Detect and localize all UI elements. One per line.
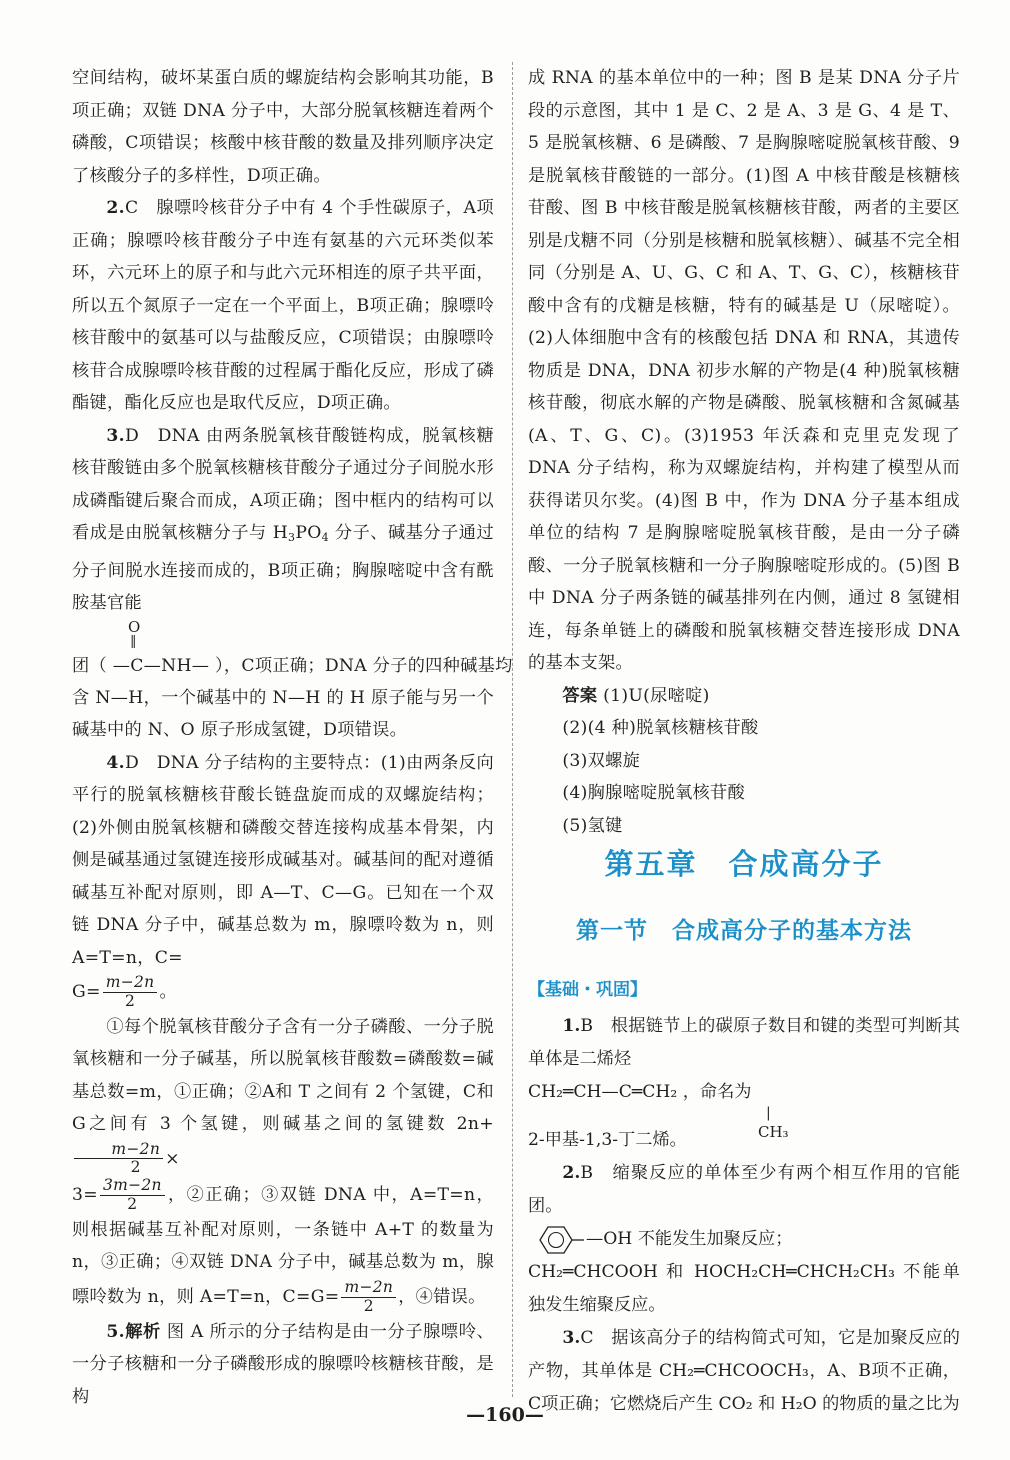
formula-text: ，命名为 (682, 1082, 752, 1102)
fraction-numerator: 3m−2n (100, 1177, 165, 1196)
equation-line (72, 974, 494, 1011)
question-text: B 缩聚反应的单体至少有两个相互作用的官能团。 (528, 1163, 960, 1216)
question-3 (72, 420, 494, 620)
fraction (103, 974, 158, 1011)
paragraph: CH₂═CHCOOH 和 HOCH₂CH═CHCH₂CH₃ 不能单独发生缩聚反应。 (528, 1262, 960, 1315)
question-text: C 腺嘌呤核苷分子中有 4 个手性碳原子，A项正确；腺嘌呤核苷酸分子中连有氨基的六元环类似苯环，六元环上的原子和与此六元环相连的原子共平面，所以五个氮原子一定在一个平面上，B项正确；腺嘌呤核苷酸中的氨基可以与盐酸反应，C项错误；由腺嘌呤核苷合成腺嘌呤核苷酸的过程属于酯化反应，形成了磷酯键，酯化反应也是取代反应，D项正确。 (72, 198, 494, 413)
fraction-denominator: 2 (125, 991, 136, 1010)
question-2 (528, 1157, 960, 1223)
subscript: 3 (288, 531, 296, 544)
formula-text: —OH 不能发生加聚反应； (586, 1229, 793, 1249)
phenol-line (528, 1223, 960, 1256)
benzene-ring-icon (528, 1225, 586, 1255)
paragraph-text: ①每个脱氧核苷酸分子含有一分子磷酸、一分子脱氧核糖和一分子碱基，所以脱氧核苷酸数=磷酸数=碱基总数=m，①正确；②A和 T 之间有 2 个氢键，C和 G之间有 3 个氢键，则碱基之间的氢键数 2n+ (72, 1016, 494, 1135)
question-number: 2. (562, 1163, 581, 1183)
paragraph: 成 RNA 的基本单位中的一种；图 B 是某 DNA 分子片段的示意图，其中 1 是 C、2 是 A、3 是 G、4 是 T、5 是脱氧核糖、6 是磷酸、7 是胸腺嘧啶脱氧核苷酸、9 是脱氧核苷酸链的一部分。(1)图 A 中核苷酸是核糖核苷酸、图 B 中核苷酸是脱氧核糖核苷酸，两者的主要区别是戊糖不同（分别是核糖和脱氧核糖）、碱基不完全相同（分别是 A、U、G、C 和 A、T、G、C），核糖核苷酸中含有的戊糖是核糖，特有的碱基是 U（尿嘧啶）。(2)人体细胞中含有的核酸包括 DNA 和 RNA，其遗传物质是 DNA，DNA 初步水解的产物是(4 种)脱氧核糖核苷酸，彻底水解的产物是磷酸、脱氧核糖和含氮碱基(A、T、G、C)。(3)1953 年沃森和克里克发现了 DNA 分子结构，称为双螺旋结构，并构建了模型从而获得诺贝尔奖。(4)图 B 中，作为 DNA 分子基本组成单位的结构 7 是胸腺嘧啶脱氧核苷酸，是由一分子磷酸、一分子脱氧核糖和一分子胸腺嘧啶形成的。(5)图 B 中 DNA 分子两条链的碱基排列在内侧，通过 8 氢键相连，每条单链上的磷酸和脱氧核糖交替连接形成 DNA 的基本支架。 (528, 68, 960, 673)
question-text: D DNA 由两条脱氧核苷酸链构成，脱氧核糖核苷酸链由多个脱氧核糖核苷酸分子通过分子间脱水形成磷酯键后聚合而成，A项正确；图中框内的结构可以看成是由脱氧核糖分子与 H (72, 425, 494, 543)
analysis-label: 解析 (124, 1321, 161, 1342)
equation-text: 。 (159, 981, 177, 1002)
paragraph-text: ，②正确；③双链 DNA 中，A=T=n，则根据碱基互补配对原则，一条链中 A+T 的数量为 n，③正确；④双链 DNA 分子中，碱基总数为 m，腺嘌呤数为 n，则 A=T=n，C=G= (72, 1185, 494, 1307)
question-text: C 据该高分子的结构简式可知，它是加聚反应的产物，其单体是 CH₂═CHCOOCH₃，A、B项不正确，C项正确；它燃烧后产生 CO₂ 和 H₂O 的物质的量之比为 (528, 1328, 960, 1414)
fraction (100, 1177, 165, 1214)
page-number: —160— (466, 1404, 544, 1426)
subscript: 4 (321, 531, 329, 544)
question-text: B 根据链节上的碳原子数目和键的类型可判断其单体是二烯烃 (528, 1016, 960, 1069)
question-number: 4. (106, 752, 125, 773)
fraction (74, 1141, 163, 1178)
paragraph-text: ，④错误。 (398, 1286, 486, 1307)
amide-structure (72, 617, 513, 682)
branch-bond: | (766, 1105, 771, 1121)
answer-line: (4)胸腺嘧啶脱氧核苷酸 (562, 783, 746, 803)
fraction-numerator: m−2n (74, 1141, 163, 1160)
right-column (528, 62, 960, 842)
double-bond: ‖ (130, 633, 137, 649)
question-2 (72, 192, 494, 420)
question-number: 2. (106, 198, 125, 218)
fraction-numerator: m−2n (341, 1279, 396, 1298)
paragraph: 含 N—H，一个碱基中的 N—H 的 H 原子能与另一个碱基中的 N、O 原子形成氢键，D项错误。 (72, 687, 494, 740)
fraction-denominator: 2 (363, 1296, 374, 1315)
paragraph (72, 1177, 494, 1315)
equation-text: G= (72, 981, 101, 1002)
answer-line (528, 680, 960, 713)
answer-line: (3)双螺旋 (562, 750, 641, 771)
formula-text: CH₂═CH—C═CH₂ (528, 1082, 678, 1102)
methyl-group: CH₃ (758, 1123, 789, 1141)
section-tag: 【基础・巩固】 (528, 980, 647, 1000)
question-number: 1. (562, 1016, 581, 1036)
question-4 (72, 747, 494, 975)
section-title: 第一节 合成高分子的基本方法 (576, 918, 912, 944)
right-column-lower (528, 1010, 960, 1421)
times-sign: × (165, 1148, 180, 1169)
question-text: 图 A 所示的分子结构是由一分子腺嘌呤、一分子核糖和一分子磷酸形成的腺嘌呤核糖核苷酸，是构 (72, 1321, 494, 1407)
question-number: 3. (562, 1328, 581, 1348)
question-number: 5. (106, 1321, 125, 1342)
structure-line (528, 1076, 751, 1109)
column-divider (512, 62, 513, 1397)
fraction-denominator: 2 (130, 1158, 141, 1177)
paragraph-text: 3= (72, 1185, 98, 1206)
fraction-denominator: 2 (127, 1195, 138, 1214)
paragraph: 空间结构，破坏某蛋白质的螺旋结构会影响其功能，B项正确；双链 DNA 分子中，大部分脱氧核糖连着两个磷酸，C项错误；核酸中核苷酸的数量及排列顺序决定了核酸分子的多样性，D项正确。 (72, 68, 494, 186)
answer-line: (2)(4 种)脱氧核糖核苷酸 (562, 718, 759, 738)
left-column (72, 62, 513, 1413)
question-text: D DNA 分子结构的主要特点：(1)由两条反向平行的脱氧核糖核苷酸长链盘旋而成的双螺旋结构；(2)外侧由脱氧核糖和磷酸交替连接构成基本骨架，内侧是碱基通过氢键连接形成碱基对。碱基间的配对遵循碱基互补配对原则，即 A—T、C—G。已知在一个双链 DNA 分子中，碱基总数为 m，腺嘌呤数为 n，则 A=T=n，C= (72, 752, 494, 968)
question-1 (528, 1010, 960, 1076)
fraction-numerator: m−2n (103, 974, 158, 993)
oxygen-atom: O (128, 617, 141, 636)
answer-line: (5)氢键 (562, 815, 623, 836)
question-5 (72, 1316, 494, 1414)
paragraph (72, 1011, 494, 1178)
paragraph: 2-甲基-1,3-丁二烯。 (528, 1130, 687, 1150)
chapter-title: 第五章 合成高分子 (604, 847, 884, 881)
fraction (341, 1279, 396, 1316)
question-number: 3. (106, 425, 125, 446)
formula-text: PO (295, 523, 322, 543)
question-text: 分子、碱基分子通过分子间脱水连接而成的，B项正确；胸腺嘧啶中含有酰胺基官能 (72, 523, 494, 613)
structure-line: 团（ —C—NH— ），C项正确；DNA 分子的四种碱基均 (72, 655, 513, 676)
answer-text: (1)U(尿嘧啶) (603, 685, 710, 706)
answer-label: 答案 (562, 685, 598, 706)
